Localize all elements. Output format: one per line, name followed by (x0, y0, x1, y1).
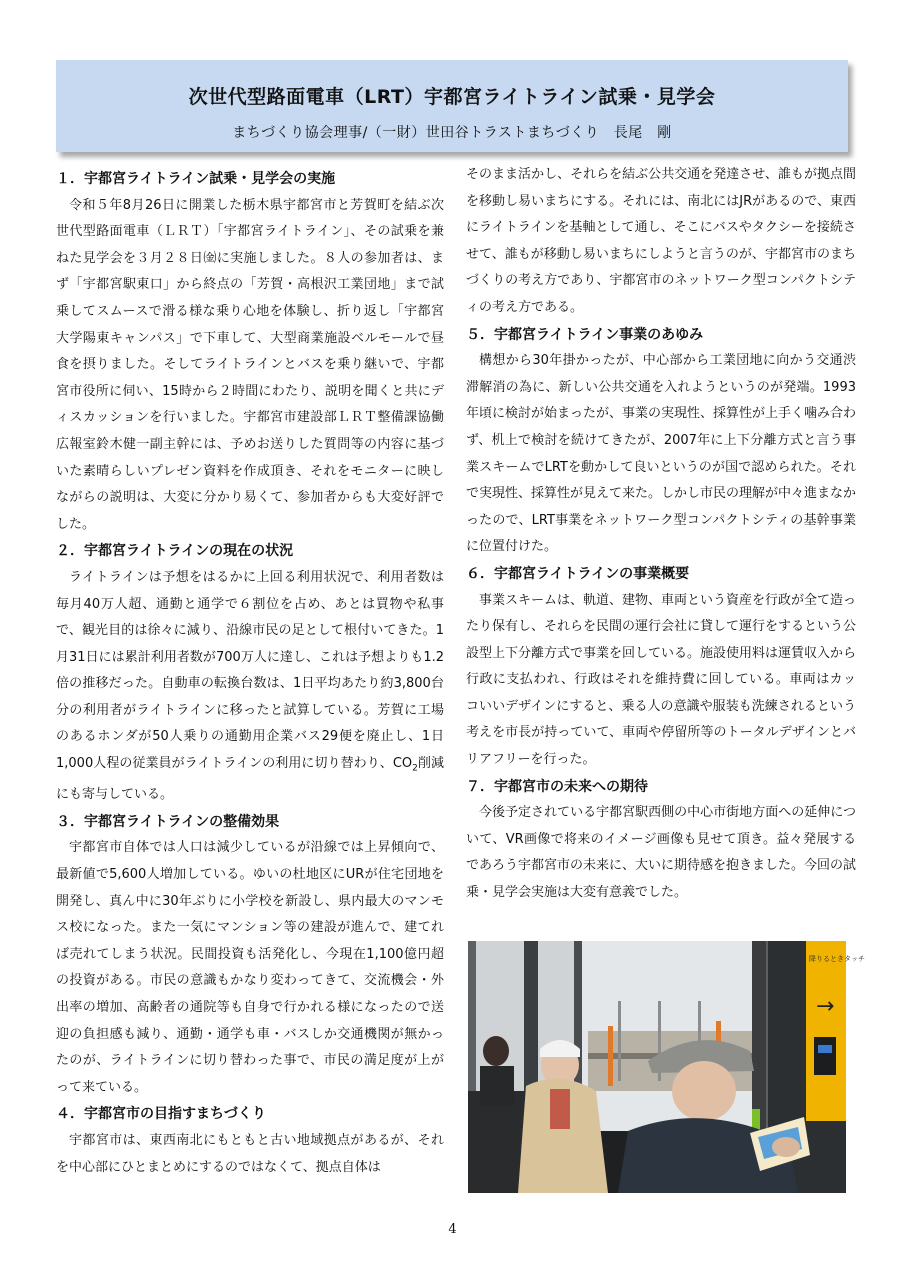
article-author: まちづくり協会理事/（一財）世田谷トラストまちづくり 長尾 剛 (232, 125, 672, 141)
section-4-body-continued: そのまま活かし、それらを結ぶ公共交通を発達させ、誰もが拠点間を移動し易いまちにする。それには、南北にはJRがあるので、東西にライトラインを基軸として通し、そこにバスやタクシーを接続させて、誰もが移動し易いまちにしようと言うのが、宇都宮市のまちづくりの考え方であり、宇都宮市のネットワーク型コンパクトシティの考え方である。 (466, 167, 856, 315)
article-title: 次世代型路面電車（LRT）宇都宮ライトライン試乗・見学会 (188, 86, 716, 108)
left-column (56, 166, 444, 1181)
section-7-body: 今後予定されている宇都宮駅西側の中心市街地方面への延伸について、VR画像で将来のイメージ画像も見せて頂き。益々発展するであろう宇都宮市の未来に、大いに期待感を抱きました。今回の試乗・見学会実施は大変有意義でした。 (466, 805, 857, 901)
section-1-heading: １．宇都宮ライトライン試乗・見学会の実施 (56, 171, 336, 187)
section-7-heading: ７．宇都宮市の未来への期待 (466, 778, 648, 795)
section-5-heading: ５．宇都宮ライトライン事業のあゆみ (466, 326, 704, 343)
section-2-body (56, 565, 444, 809)
page-number: 4 (448, 1222, 457, 1237)
section-4-heading: ４．宇都宮市の目指すまちづくり (56, 1106, 266, 1123)
co2-subscript: 2 (412, 763, 418, 774)
right-column (466, 162, 856, 907)
section-2-body-end: 削減にも寄与している。 (56, 756, 444, 803)
section-1-body: 令和５年8月26日に開業した栃木県宇都宮市と芳賀町を結ぶ次世代型路面電車（ＬＲＴ）「宇都宮ライトライン」、その試乗を兼ねた見学会を３月２８日㈮に実施しました。８人の参加者は、まず「宇都宮駅東口」から終点の「芳賀・高根沢工業団地」まで試乗してスムースで滑る様な乗り心地を体験し、折り返し「宇都宮大学陽東キャンパス」で下車して、大型商業施設ベルモールで昼食を摂りました。そしてライトラインとバスを乗り継いで、宇都宮市役所に伺い、15時から２時間にわたり、説明を聞くと共にディスカッションを行いました。宇都宮市建設部ＬＲＴ整備課協働広報室鈴木健一副主幹には、予めお送りした質問等の内容に基づいた素晴らしいプレゼン資料を作成頂き、それをモニターに映しながらの説明は、大変に分かり易くて、参加者からも大変好評でした。 (56, 197, 444, 532)
section-2-heading: ２．宇都宮ライトラインの現在の状況 (56, 543, 294, 560)
section-6-heading: ６．宇都宮ライトラインの事業概要 (466, 565, 690, 582)
section-2-body-main: ライトラインは予想をはるかに上回る利用状況で、利用者数は毎月40万人超、通勤と通学で６割位を占め、あとは買物や私事で、観光目的は徐々に減り、沿線市民の足として根付いてきた。1月31日には累計利用者数が700万人に達し、これは予想よりも1.2倍の推移だった。自動車の転換台数は、1日平均あたり約3,800台分の利用者がライトラインに移ったと試算している。芳賀に工場のあるホンダが50人乗りの通勤用企業バス29便を廃止し、1日1,000人程の従業員がライトラインの利用に切り替わり、CO (56, 569, 444, 772)
article-header (56, 60, 848, 152)
section-3-heading: ３．宇都宮ライトラインの整備効果 (56, 813, 280, 830)
door-sign-text: 降りるときタッチ (809, 955, 865, 963)
section-5-body: 構想から30年掛かったが、中心部から工業団地に向かう交通渋滞解消の為に、新しい公共交通を入れようというのが発端。1993年頃に検討が始まったが、事業の実現性、採算性が上手く噛み合わず、机上で検討を続けてきたが、2007年に上下分離方式と言う事業スキームでLRTを動かして良いというのが国で認められた。それで実現性、採算性が見えて来た。しかし市民の理解が中々進まなかったので、LRT事業をネットワーク型コンパクトシティの基幹事業に位置付けた。 (466, 353, 857, 555)
section-6-body: 事業スキームは、軌道、建物、車両という資産を行政が全て造ったり保有し、それらを民間の運行会社に貸して運行をするという公設型上下分離方式で事業を回している。施設使用料は運賃収入から行政に支払われ、行政はそれを維持費に回している。車両はカッコいいデザインにすると、乗る人の意識や服装も洗練されるという考えを市長が持っていて、車両や停留所等のトータルデザインとバリアフリーを行った。 (466, 592, 857, 768)
section-3-body: 宇都宮市自体では人口は減少しているが沿線では上昇傾向で、最新値で5,600人増加している。ゆいの杜地区にURが住宅団地を開発し、真ん中に30年ぶりに小学校を新設し、県内最大のマンモス校になった。また一気にマンション等の建設が進んで、建てれば売れてしまう状況。民間投資も活発化し、今現在1,100億円超の投資がある。市民の意識もかなり変わってきて、交流機会・外出率の増加、高齢者の通院等も自身で行かれる様になったので送迎の負担感も減り、通勤・通学も車・バスしか交通機関が無かったのが、ライトラインに切り替わった事で、市民の満足度が上がって来ている。 (56, 840, 444, 1095)
svg-text:→: → (816, 994, 835, 1019)
section-4-body: 宇都宮市は、東西南北にもともと古い地域拠点があるが、それを中心部にひとまとめにするのではなくて、拠点自体は (56, 1132, 444, 1175)
tram-interior-photo (468, 941, 865, 1193)
